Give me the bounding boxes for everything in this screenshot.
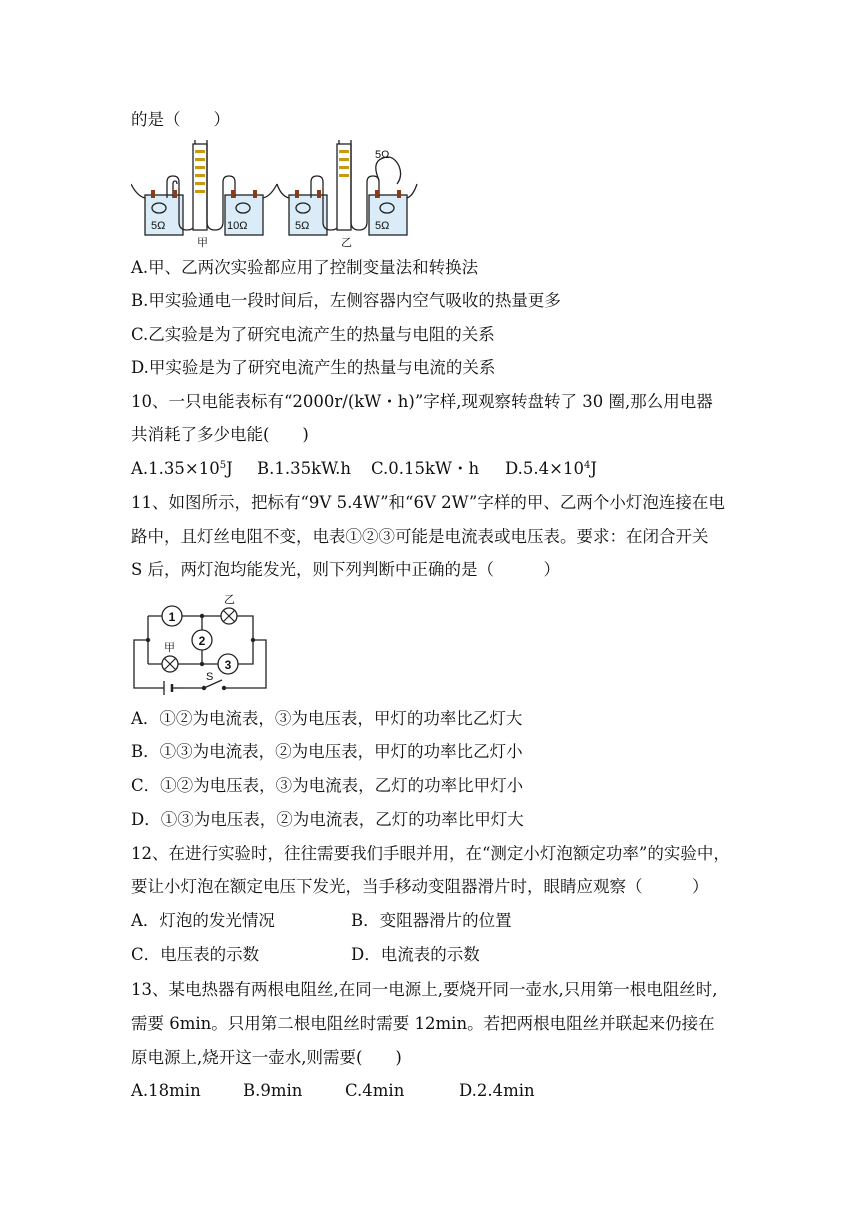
- q13-option-b: B.9min: [243, 1081, 303, 1100]
- figure-label-jia: 甲: [197, 237, 208, 248]
- q11-option-a: A．①②为电流表，③为电压表，甲灯的功率比乙灯大: [131, 709, 523, 728]
- figure-label-yi: 乙: [341, 237, 352, 248]
- q12-option-d: D．电流表的示数: [351, 945, 480, 964]
- resistor-label-right-1: 5Ω: [295, 220, 310, 232]
- q12-stem-line1: 12、在进行实验时，往往需要我们手眼并用，在“测定小灯泡额定功率”的实验中，: [131, 844, 730, 863]
- q13-stem-line2: 需要 6min。只用第二根电阻丝时需要 12min。若把两根电阻丝并联起来仍接在: [131, 1014, 715, 1033]
- q12-stem-line2: 要让小灯泡在额定电压下发光，当手移动变阻器滑片时，眼睛应观察（ ）: [131, 877, 709, 896]
- meter-1-label: 1: [168, 610, 176, 624]
- q13-option-a: A.18min: [131, 1081, 201, 1100]
- lamp-jia-label: 甲: [164, 642, 175, 654]
- q12-options-row2: [131, 944, 480, 966]
- joule-heating-figure: [131, 140, 421, 248]
- question-intro-tail: 的是（ ）: [131, 110, 230, 129]
- resistor-label-top: 5Ω: [375, 149, 390, 161]
- q12-option-b: B．变阻器滑片的位置: [351, 911, 512, 930]
- q13-stem-line3: 原电源上,烧开这一壶水,则需要( ): [131, 1048, 402, 1067]
- q10-option-a: $A.1.35\times 10^5J$: [131, 459, 233, 478]
- q11-option-b: B．①③为电流表，②为电压表，甲灯的功率比乙灯小: [131, 742, 523, 761]
- q11-option-c: C．①②为电压表，③为电流表，乙灯的功率比甲灯小: [131, 776, 524, 795]
- q10-stem-line2: 共消耗了多少电能( ): [131, 425, 309, 444]
- switch-label: S: [206, 671, 214, 683]
- q9-option-c: C.乙实验是为了研究电流产生的热量与电阻的关系: [131, 325, 495, 344]
- q13-options: [131, 1080, 535, 1102]
- lamp-yi-label: 乙: [224, 594, 235, 606]
- q12-option-a: A．灯泡的发光情况: [131, 911, 275, 930]
- q10-stem-line1: 10、一只电能表标有“2000r/(kW・h)”字样,现观察转盘转了 30 圈,那么用电器: [131, 392, 713, 411]
- q13-stem-line1: 13、某电热器有两根电阻丝,在同一电源上,要烧开同一壶水,只用第一根电阻丝时,: [131, 980, 718, 999]
- resistor-label-left-1: 5Ω: [151, 220, 166, 232]
- q9-option-b: B.甲实验通电一段时间后，左侧容器内空气吸收的热量更多: [131, 291, 561, 310]
- q11-option-d: D．①③为电压表，②为电流表，乙灯的功率比甲灯大: [131, 810, 524, 829]
- q13-option-d: D.2.4min: [459, 1081, 535, 1100]
- q11-stem-line2: 路中，且灯丝电阻不变，电表①②③可能是电流表或电压表。要求：在闭合开关: [131, 527, 709, 546]
- resistor-label-right-2: 5Ω: [375, 220, 390, 232]
- resistor-label-left-2: 10Ω: [227, 220, 248, 232]
- q12-options-row1: [131, 910, 512, 932]
- q11-stem-line3: S 后，两灯泡均能发光，则下列判断中正确的是（ ）: [131, 560, 561, 579]
- circuit-figure: [128, 592, 270, 696]
- meter-2-label: 2: [198, 634, 206, 648]
- q10-option-b: B.1.35kW.h: [257, 459, 352, 478]
- q10-option-d: $D.5.4\times 10^4J$: [505, 459, 597, 478]
- q9-option-d: D.甲实验是为了研究电流产生的热量与电流的关系: [131, 358, 496, 377]
- q13-option-c: C.4min: [345, 1081, 405, 1100]
- q12-option-c: C．电压表的示数: [131, 945, 260, 964]
- meter-3-label: 3: [224, 658, 232, 672]
- q11-stem-line1: 11、如图所示，把标有“9V 5.4W”和“6V 2W”字样的甲、乙两个小灯泡连接在电: [131, 493, 725, 512]
- q10-option-c: C.0.15kW・h: [371, 459, 480, 478]
- q9-option-a: A.甲、乙两次实验都应用了控制变量法和转换法: [131, 258, 479, 277]
- q10-options: [131, 458, 597, 480]
